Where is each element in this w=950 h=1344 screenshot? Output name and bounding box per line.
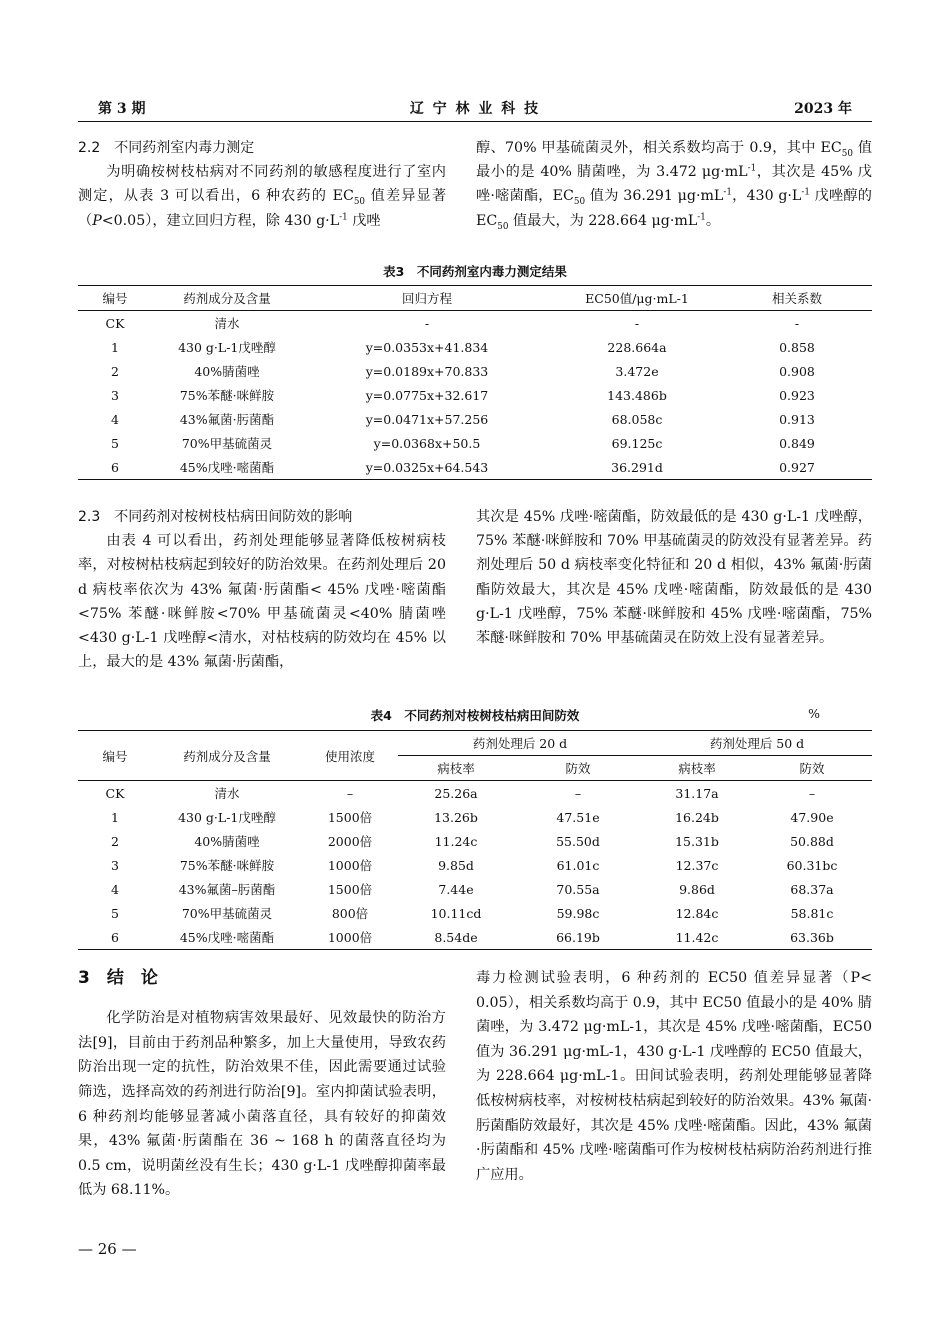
table3-header: EC50值/μg·mL-1 (585, 291, 689, 306)
table4-cell: 8.54de (434, 929, 478, 945)
table3-header: 药剂成分及含量 (183, 291, 271, 306)
sec3-right-paragraph: 毒力检测试验表明，6 种药剂的 EC50 值差异显著（P< 0.05），相关系数均高于 0.9，其中 EC50 值最小的是 40% 腈菌唑，为 3.472 μg·mL-1，其次是 45% 戊唑·嘧菌酯，EC50 值为 36.291 μg·mL-1，430 g·L-1 戊唑醇的 EC50 值最大，为 228.664 μg·mL-1。田间试验表明，药剂处理能够显著降低桉树病枝率，对桉树枝枯病起到较好的防治效果。43% 氟菌·肟菌酯防效最好，其次是 45% 戊唑·嘧菌酯。因此，43% 氟菌·肟菌酯和 45% 戊唑·嘧菌酯可作为桉树枝枯病防治药剂进行推广应用。 (476, 970, 872, 1183)
sec23-title: 2.3 不同药剂对桉树枝枯病田间防效的影响 (78, 509, 353, 525)
table4-header-eff-50d: 防效 (799, 761, 825, 776)
sec3-right-column (476, 966, 872, 1187)
sec22-left-paragraph: 为明确桉树枝枯病对不同药剂的敏感程度进行了室内测定，从表 3 可以看出，6 种农药的 $EC_{50}$ 值差异显著（P<0.05），建立回归方程，除 430 $g\cdot L^{-1}$ 戊唑 (78, 164, 447, 229)
table4-cell: 12.84c (675, 905, 719, 921)
table4-unit: % (808, 706, 820, 721)
table3-row (78, 407, 872, 431)
table4-cell: 47.51e (556, 809, 600, 825)
table4-cell: 12.37c (675, 857, 719, 873)
journal-issue: 第 3 期 (98, 101, 146, 117)
sec23-right-paragraph: 其次是 45% 戊唑·嘧菌酯，防效最低的是 430 g·L-1 戊唑醇，75% 苯醚·咪鲜胺和 70% 甲基硫菌灵的防效没有显著差异。药剂处理后 50 d 病枝率变化特征和 20 d 相似，43% 氟菌·肟菌酯防效最大，其次是 45% 戊唑·嘧菌酯，防效最低的是 430 g·L-1 戊唑醇，75% 苯醚·咪鲜胺和 45% 戊唑·嘧菌酯，75% 苯醚·咪鲜胺和 70% 甲基硫菌灵在防效上没有显著差异。 (476, 509, 872, 647)
table4-cell: 1 (111, 809, 119, 825)
table3-cell: 0.913 (779, 411, 815, 427)
sec3-left-column (78, 966, 446, 1203)
table3-cell: 45%戊唑·嘧菌酯 (179, 460, 275, 475)
table3-cell: - (634, 315, 640, 331)
table3-cell: 228.664a (607, 339, 667, 355)
table3-cell: 143.486b (607, 387, 667, 403)
table4-cell: 10.11cd (430, 905, 482, 921)
table4-row (78, 877, 872, 901)
table4-cell: – (574, 785, 582, 801)
table3-cell: 4 (111, 411, 119, 427)
table4-header-row-1 (78, 731, 872, 756)
table4-cell: 31.17a (675, 785, 719, 801)
table3-cell: y=0.0189x+70.833 (365, 363, 489, 379)
table3-cell: 0.923 (779, 387, 815, 403)
sec22-left-column (78, 136, 446, 233)
table4-caption: 表4 不同药剂对桉树枝枯病田间防效 (370, 708, 580, 723)
table3-cell: 6 (111, 459, 119, 475)
table4-row (78, 829, 872, 853)
table4-cell: 70%甲基硫菌灵 (181, 906, 273, 921)
table3-row (78, 431, 872, 455)
table4-cell: 7.44e (438, 881, 474, 897)
table4-header-rate-50d: 病枝率 (678, 761, 716, 776)
table3-cell: y=0.0368x+50.5 (373, 435, 481, 451)
table3-cell: 3 (111, 387, 119, 403)
table4-cell: 9.86d (679, 881, 715, 897)
table3-cell: 69.125c (611, 435, 663, 451)
table4-cell: 70.55a (556, 881, 600, 897)
table3-cell: 3.472e (615, 363, 659, 379)
table4-cell: 3 (111, 857, 119, 873)
table4-cell: 43%氟菌–肟菌酯 (178, 882, 276, 897)
table4-cell: 4 (111, 881, 119, 897)
table4-cell: 61.01c (556, 857, 600, 873)
table3-cell: 70%甲基硫菌灵 (181, 436, 273, 451)
table3-cell: 0.858 (779, 339, 815, 355)
table4-cell: 11.42c (675, 929, 719, 945)
table3-header: 回归方程 (401, 291, 452, 306)
sec22-right-paragraph: 醇、70% 甲基硫菌灵外，相关系数均高于 0.9，其中 $EC_{50}$ 值最小的是 40% 腈菌唑，为 3.472 $\mu g\cdot mL^{-1}$，其次是 45% 戊唑·嘧菌酯，$EC_{50}$ 值为 36.291 $\mu g\cdot mL^{-1}$，430 $g\cdot L^{-1}$ 戊唑醇的 $EC_{50}$ 值最大，为 228.664 $\mu g\cdot mL^{-1}$。 (476, 140, 873, 232)
table4-cell: – (346, 785, 354, 801)
table3-row (78, 311, 872, 336)
table4-cell: 15.31b (675, 833, 719, 849)
table4-cell: – (808, 785, 816, 801)
table4-cell: 66.19b (556, 929, 600, 945)
table4-header-id: 编号 (78, 731, 152, 781)
table4-header-eff-20d: 防效 (565, 761, 591, 776)
sec3-left-paragraph: 化学防治是对植物病害效果最好、见效最快的防治方法[9]，目前由于药剂品种繁多，加上大量使用，导致农药防治出现一定的抗性，防治效果不佳，因此需要通过试验筛选，选择高效的药剂进行防治[9]。室内抑菌试验表明，6 种药剂均能够显著减小菌落直径，具有较好的抑菌效果，43% 氟菌·肟菌酯在 36 ~ 168 h 的菌落直径均为 0.5 cm，说明菌丝没有生长；430 g·L-1 戊唑醇抑菌率最低为 68.11%。 (78, 1010, 446, 1199)
header-rule (78, 121, 872, 122)
table4-header-50d: 药剂处理后 50 d (642, 731, 872, 756)
table4-cell: 5 (111, 905, 119, 921)
table4-cell: 63.36b (790, 929, 834, 945)
table3-cell: 43%氟菌·肟菌酯 (179, 412, 275, 427)
table4-cell: 60.31bc (786, 857, 838, 873)
table3-header-row (78, 286, 872, 311)
table3-row (78, 359, 872, 383)
table3-cell: 75%苯醚·咪鲜胺 (179, 388, 275, 403)
table3-row (78, 455, 872, 480)
table4-cell: 59.98c (556, 905, 600, 921)
table4-cell: 25.26a (434, 785, 478, 801)
table4-cell: 1500倍 (327, 810, 373, 825)
sec23-right-column (476, 505, 872, 650)
journal-title: 辽 宁 林 业 科 技 (409, 101, 541, 117)
sec3-title: 3 结 论 (78, 968, 158, 988)
table4-cell: 16.24b (675, 809, 719, 825)
table4-row (78, 805, 872, 829)
table3-cell: 2 (111, 363, 119, 379)
table4 (78, 730, 872, 950)
table4-cell: 11.24c (434, 833, 478, 849)
table4-header-20d: 药剂处理后 20 d (398, 731, 642, 756)
sec23-left-column (78, 505, 446, 674)
table3-header: 相关系数 (771, 291, 822, 306)
sec23-left-paragraph: 由表 4 可以看出，药剂处理能够显著降低桉树病枝率，对桉树枯枝病起到较好的防治效果。在药剂处理后 20 d 病枝率依次为 43% 氟菌·肟菌酯< 45% 戊唑·嘧菌酯<75% 苯醚·咪鲜胺<70% 甲基硫菌灵<40% 腈菌唑<430 g·L-1 戊唑醇<清水，对枯枝病的防效均在 45% 以上，最大的是 43% 氟菌·肟菌酯， (78, 533, 446, 671)
table4-cell: 75%苯醚·咪鲜胺 (179, 858, 275, 873)
table4-cell: CK (105, 785, 125, 801)
table3-cell: 36.291d (611, 459, 663, 475)
table3-cell: y=0.0775x+32.617 (365, 387, 489, 403)
table4-cell: 9.85d (438, 857, 474, 873)
table4-cell: 800倍 (331, 906, 369, 921)
table4-cell: 1000倍 (327, 858, 373, 873)
table3-cell: 68.058c (611, 411, 663, 427)
table4-cell: 40%腈菌唑 (194, 834, 260, 849)
table4-cell: 6 (111, 929, 119, 945)
table4-cell: 47.90e (790, 809, 834, 825)
table3-cell: 0.849 (779, 435, 815, 451)
sec22-title: 2.2 不同药剂室内毒力测定 (78, 140, 255, 156)
table4-row (78, 901, 872, 925)
table4-cell: 2 (111, 833, 119, 849)
table3-cell: 清水 (214, 316, 240, 331)
table3-cell: CK (105, 315, 125, 331)
page-number: — 26 — (78, 1240, 137, 1258)
table3-cell: - (424, 315, 430, 331)
table3-cell: 40%腈菌唑 (194, 364, 260, 379)
table4-row (78, 853, 872, 877)
table4-cell: 清水 (214, 786, 240, 801)
table3-cell: y=0.0353x+41.834 (365, 339, 489, 355)
table3 (78, 285, 872, 480)
table3-cell: - (794, 315, 800, 331)
table4-header-rate-20d: 病枝率 (437, 761, 475, 776)
table4-cell: 430 g·L-1戊唑醇 (178, 810, 276, 825)
journal-year: 2023 年 (794, 101, 852, 117)
table4-row (78, 781, 872, 806)
table3-cell: y=0.0325x+64.543 (365, 459, 489, 475)
table4-cell: 50.88d (790, 833, 834, 849)
table4-cell: 45%戊唑·嘧菌酯 (179, 930, 275, 945)
table3-header: 编号 (102, 291, 128, 306)
sec22-right-column (476, 136, 872, 233)
table4-cell: 58.81c (790, 905, 834, 921)
table3-caption: 表3 不同药剂室内毒力测定结果 (383, 264, 567, 279)
table4-cell: 1000倍 (327, 930, 373, 945)
table3-cell: 5 (111, 435, 119, 451)
table3-cell: 1 (111, 339, 119, 355)
table4-row (78, 925, 872, 950)
table3-cell: 0.927 (779, 459, 815, 475)
table3-cell: 430 g·L-1戊唑醇 (178, 340, 276, 355)
table4-cell: 13.26b (434, 809, 478, 825)
table4-cell: 55.50d (556, 833, 600, 849)
table4-cell: 1500倍 (327, 882, 373, 897)
table3-cell: y=0.0471x+57.256 (365, 411, 489, 427)
table3-row (78, 383, 872, 407)
table3-row (78, 335, 872, 359)
table4-header-conc: 使用浓度 (302, 731, 398, 781)
table4-cell: 68.37a (790, 881, 834, 897)
table4-cell: 2000倍 (327, 834, 373, 849)
table4-header-agent: 药剂成分及含量 (152, 731, 302, 781)
table3-cell: 0.908 (779, 363, 815, 379)
